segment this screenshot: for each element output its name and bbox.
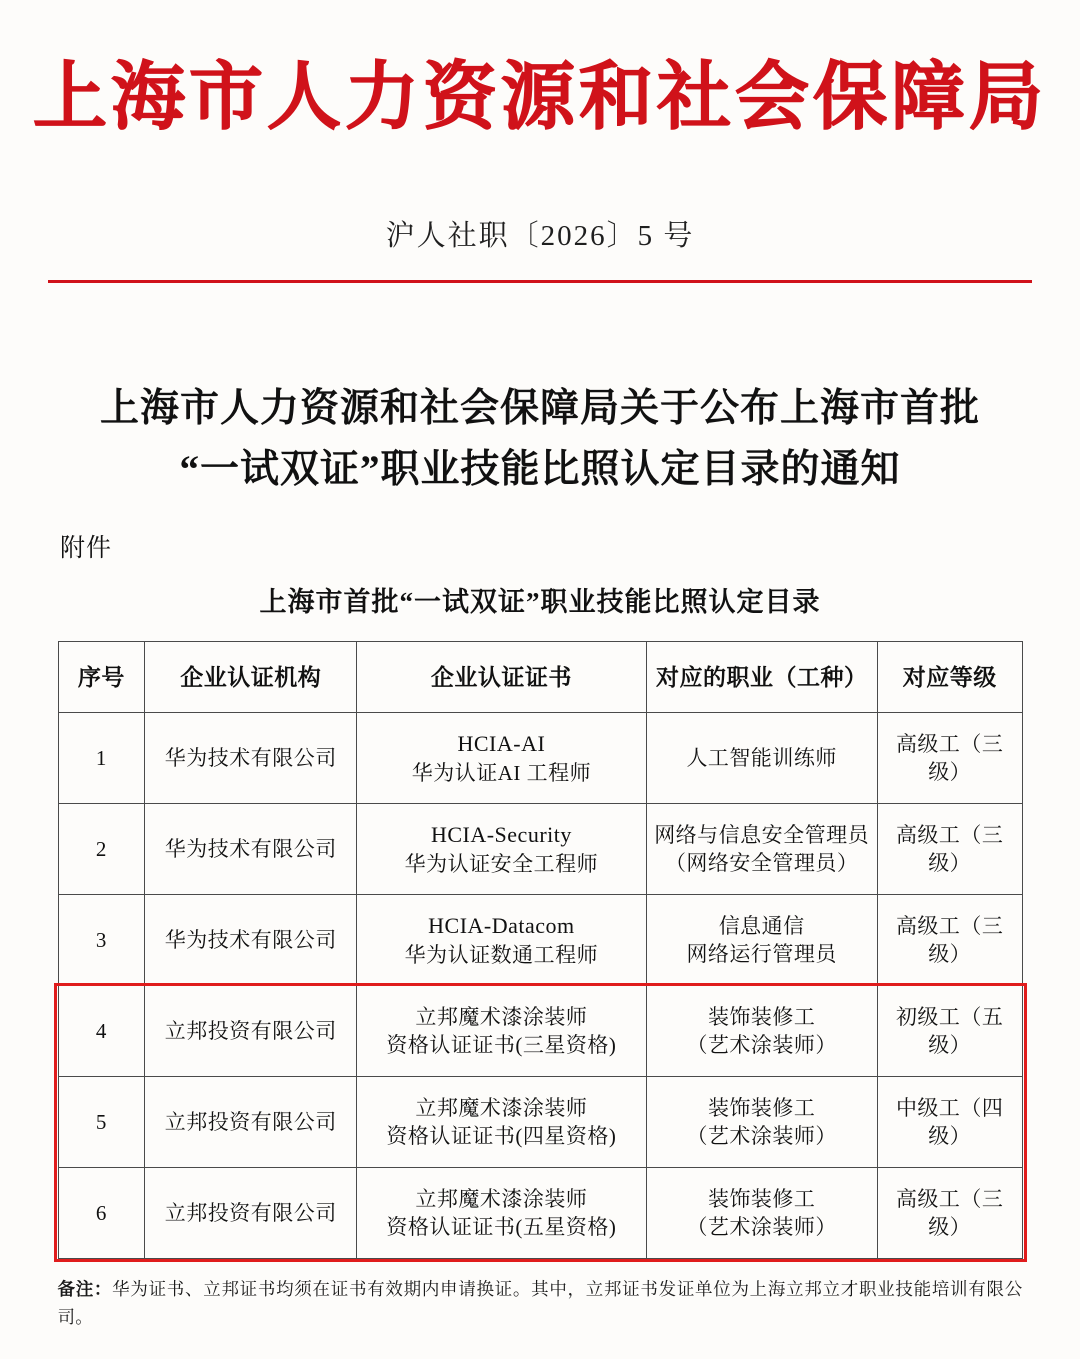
cell-cert xyxy=(357,713,646,804)
cell-seq: 3 xyxy=(58,895,145,986)
cell-occupation xyxy=(646,895,877,986)
table-header-row xyxy=(58,642,1022,713)
document-title: 上海市人力资源和社会保障局关于公布上海市首批“一试双证”职业技能比照认定目录的通知 xyxy=(99,387,980,491)
cell-occupation-line1: 信息通信 xyxy=(718,913,805,938)
table-row xyxy=(58,1168,1022,1259)
cell-occupation-line1: 网络与信息安全管理员 xyxy=(654,822,870,847)
cell-cert-line1: 立邦魔术漆涂装师 xyxy=(415,1095,588,1120)
table-header-org: 企业认证机构 xyxy=(145,642,357,713)
cell-org: 华为技术有限公司 xyxy=(145,895,357,986)
table-row xyxy=(58,1077,1022,1168)
footnote-text: 华为证书、立邦证书均须在证书有效期内申请换证。其中，立邦证书发证单位为上海立邦立才职业技能培训有限公司。 xyxy=(57,1279,1023,1328)
cell-occupation xyxy=(646,804,877,895)
cell-org: 华为技术有限公司 xyxy=(145,804,357,895)
cell-org: 立邦投资有限公司 xyxy=(145,1077,357,1168)
cell-seq: 4 xyxy=(58,986,145,1077)
cell-occupation-line2: （艺术涂装师） xyxy=(686,1215,837,1240)
cell-org: 华为技术有限公司 xyxy=(145,713,357,804)
cell-org: 立邦投资有限公司 xyxy=(145,1168,357,1259)
table-header-level: 对应等级 xyxy=(877,642,1022,713)
table-row xyxy=(58,804,1022,895)
table-row xyxy=(58,986,1022,1077)
table-row xyxy=(58,895,1022,986)
footnote-label: 备注： xyxy=(57,1279,113,1300)
cell-level: 高级工（三级） xyxy=(877,1168,1022,1259)
catalog-table-wrapper xyxy=(58,641,1023,1259)
cell-level: 初级工（五级） xyxy=(877,986,1022,1077)
cell-occupation-line2: （网络安全管理员） xyxy=(664,851,859,876)
cell-cert xyxy=(357,895,646,986)
cell-occupation-line1: 人工智能训练师 xyxy=(686,746,837,771)
cell-cert-line1: 立邦魔术漆涂装师 xyxy=(415,1186,588,1211)
cell-cert xyxy=(357,986,646,1077)
catalog-table xyxy=(58,641,1023,1259)
cell-cert-line1: HCIA-Datacom xyxy=(428,913,575,939)
table-header-occupation: 对应的职业（工种） xyxy=(646,642,877,713)
cell-occupation-line2: 网络运行管理员 xyxy=(686,942,837,967)
cell-cert-line2: 华为认证安全工程师 xyxy=(404,851,599,876)
cell-cert-line1: HCIA-AI xyxy=(457,731,546,757)
cell-occupation-line2: （艺术涂装师） xyxy=(686,1124,837,1149)
cell-occupation-line1: 装饰装修工 xyxy=(707,1186,816,1211)
cell-cert-line1: HCIA-Security xyxy=(430,822,572,848)
footnote xyxy=(58,1275,1023,1331)
cell-level: 高级工（三级） xyxy=(877,713,1022,804)
cell-cert-line2: 华为认证AI 工程师 xyxy=(411,760,592,785)
attachment-title: 上海市首批“一试双证”职业技能比照认定目录 xyxy=(259,587,821,618)
attachment-label: 附件 xyxy=(60,535,113,563)
cell-occupation-line1: 装饰装修工 xyxy=(707,1095,816,1120)
cell-occupation-line1: 装饰装修工 xyxy=(707,1004,816,1029)
cell-occupation-line2: （艺术涂装师） xyxy=(686,1033,837,1058)
cell-occupation xyxy=(646,1077,877,1168)
cell-occupation xyxy=(646,986,877,1077)
issuing-authority-title: 上海市人力资源和社会保障局 xyxy=(33,57,1047,139)
table-header-seq: 序号 xyxy=(58,642,145,713)
cell-level: 中级工（四级） xyxy=(877,1077,1022,1168)
table-row xyxy=(58,713,1022,804)
cell-seq: 5 xyxy=(58,1077,145,1168)
cell-occupation xyxy=(646,1168,877,1259)
cell-cert-line1: 立邦魔术漆涂装师 xyxy=(415,1004,588,1029)
cell-seq: 1 xyxy=(58,713,145,804)
cell-cert xyxy=(357,1168,646,1259)
red-divider-rule xyxy=(48,280,1032,283)
cell-seq: 6 xyxy=(58,1168,145,1259)
cell-level: 高级工（三级） xyxy=(877,804,1022,895)
masthead xyxy=(0,0,1080,139)
table-header-cert: 企业认证证书 xyxy=(357,642,646,713)
cell-occupation xyxy=(646,713,877,804)
cell-cert xyxy=(357,1077,646,1168)
cell-cert-line2: 资格认证证书(三星资格) xyxy=(386,1033,617,1058)
cell-cert-line2: 资格认证证书(四星资格) xyxy=(386,1124,617,1149)
cell-cert-line2: 华为认证数通工程师 xyxy=(404,942,599,967)
cell-org: 立邦投资有限公司 xyxy=(145,986,357,1077)
cell-cert xyxy=(357,804,646,895)
cell-cert-line2: 资格认证证书(五星资格) xyxy=(386,1215,617,1240)
cell-seq: 2 xyxy=(58,804,145,895)
document-number: 沪人社职〔2026〕5 号 xyxy=(385,220,695,253)
cell-level: 高级工（三级） xyxy=(877,895,1022,986)
